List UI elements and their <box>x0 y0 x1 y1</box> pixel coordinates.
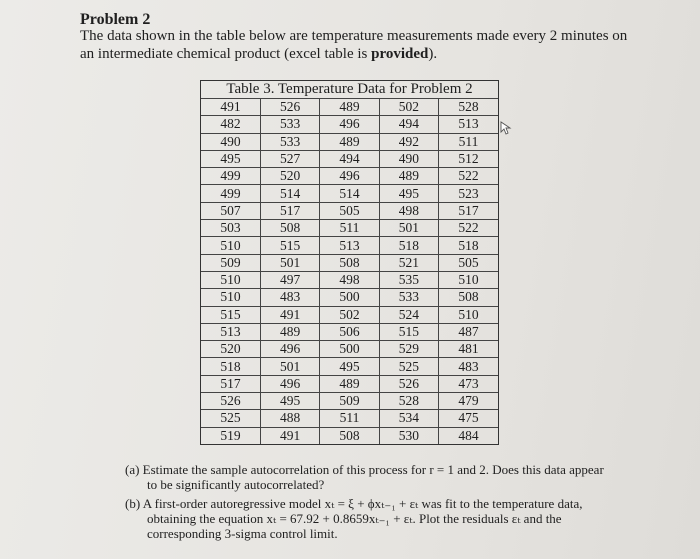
question-a: (a) Estimate the sample autocorrelation of this process for r = 1 and 2. Does this data appear to be significantly autocorrelated? <box>125 462 604 493</box>
table-cell: 502 <box>379 99 438 116</box>
table-cell: 534 <box>379 410 438 427</box>
table-cell: 514 <box>320 185 379 202</box>
intro-text: The data shown in the table below are temperature measurements made every 2 minutes on an intermediate chemical product (excel table is <box>80 28 628 62</box>
table-cell: 481 <box>439 341 498 358</box>
table-row <box>201 237 498 254</box>
table-row <box>201 116 498 133</box>
table-cell: 512 <box>439 150 498 167</box>
table-cell: 491 <box>260 427 319 444</box>
table-cell: 499 <box>201 168 260 185</box>
table-cell: 495 <box>320 358 379 375</box>
table-cell: 490 <box>201 133 260 150</box>
table-row <box>201 341 498 358</box>
table-row <box>201 168 498 185</box>
table-row <box>201 323 498 340</box>
table-cell: 495 <box>379 185 438 202</box>
problem-intro <box>80 27 640 63</box>
table-cell: 511 <box>320 220 379 237</box>
table-cell: 496 <box>260 375 319 392</box>
table-cell: 526 <box>379 375 438 392</box>
table-cell: 489 <box>320 99 379 116</box>
data-grid <box>201 98 498 444</box>
table-cell: 510 <box>201 289 260 306</box>
table-row <box>201 358 498 375</box>
table-cell: 513 <box>320 237 379 254</box>
table-cell: 510 <box>439 306 498 323</box>
table-cell: 528 <box>379 393 438 410</box>
table-cell: 513 <box>439 116 498 133</box>
table-cell: 488 <box>260 410 319 427</box>
table-cell: 489 <box>379 168 438 185</box>
table-cell: 523 <box>439 185 498 202</box>
table-cell: 517 <box>439 202 498 219</box>
table-row <box>201 150 498 167</box>
table-cell: 508 <box>439 289 498 306</box>
table-cell: 491 <box>260 306 319 323</box>
table-cell: 487 <box>439 323 498 340</box>
table-cell: 505 <box>320 202 379 219</box>
table-cell: 489 <box>260 323 319 340</box>
table-cell: 520 <box>201 341 260 358</box>
table-row <box>201 306 498 323</box>
table-cell: 511 <box>320 410 379 427</box>
table-cell: 515 <box>260 237 319 254</box>
table-cell: 503 <box>201 220 260 237</box>
table-cell: 525 <box>379 358 438 375</box>
table-cell: 505 <box>439 254 498 271</box>
table-cell: 522 <box>439 168 498 185</box>
table-cell: 513 <box>201 323 260 340</box>
table-caption: Table 3. Temperature Data for Problem 2 <box>226 81 473 97</box>
table-cell: 517 <box>201 375 260 392</box>
table-cell: 533 <box>260 133 319 150</box>
table-cell: 507 <box>201 202 260 219</box>
table-cell: 510 <box>201 237 260 254</box>
table-cell: 517 <box>260 202 319 219</box>
table-cell: 496 <box>320 116 379 133</box>
table-cell: 535 <box>379 271 438 288</box>
table-cell: 533 <box>379 289 438 306</box>
table-cell: 508 <box>320 427 379 444</box>
problem-title: Problem 2 <box>80 11 151 28</box>
temperature-table <box>200 80 499 445</box>
table-cell: 483 <box>439 358 498 375</box>
table-cell: 499 <box>201 185 260 202</box>
questions <box>125 462 605 541</box>
table-cell: 509 <box>201 254 260 271</box>
table-row <box>201 202 498 219</box>
table-cell: 501 <box>260 254 319 271</box>
table-row <box>201 220 498 237</box>
table-cell: 529 <box>379 341 438 358</box>
table-cell: 510 <box>201 271 260 288</box>
table-row <box>201 133 498 150</box>
table-cell: 475 <box>439 410 498 427</box>
table-cell: 506 <box>320 323 379 340</box>
table-cell: 522 <box>439 220 498 237</box>
table-cell: 494 <box>379 116 438 133</box>
table-cell: 514 <box>260 185 319 202</box>
table-row <box>201 427 498 444</box>
table-cell: 495 <box>201 150 260 167</box>
table-cell: 500 <box>320 289 379 306</box>
question-b: (b) A first-order autoregressive model xₜ = ξ + ϕxₜ₋₁ + εₜ was fit to the temperature data, obtaining the equation xₜ = 67.92 + 0.8659xₜ₋₁ + εₜ. Plot the residuals εₜ and the corresponding 3-sigma control limit. <box>125 495 583 542</box>
table-row <box>201 375 498 392</box>
table-cell: 491 <box>201 99 260 116</box>
table-cell: 515 <box>379 323 438 340</box>
table-cell: 496 <box>320 168 379 185</box>
table-cell: 530 <box>379 427 438 444</box>
table-cell: 501 <box>260 358 319 375</box>
table-row <box>201 254 498 271</box>
table-cell: 515 <box>201 306 260 323</box>
table-cell: 527 <box>260 150 319 167</box>
table-cell: 521 <box>379 254 438 271</box>
table-cell: 498 <box>320 271 379 288</box>
table-cell: 519 <box>201 427 260 444</box>
table-cell: 473 <box>439 375 498 392</box>
table-cell: 525 <box>201 410 260 427</box>
table-cell: 528 <box>439 99 498 116</box>
table-cell: 483 <box>260 289 319 306</box>
table-cell: 489 <box>320 375 379 392</box>
table-row <box>201 393 498 410</box>
table-cell: 509 <box>320 393 379 410</box>
table-cell: 482 <box>201 116 260 133</box>
table-cell: 526 <box>201 393 260 410</box>
table-cell: 492 <box>379 133 438 150</box>
intro-end: ). <box>428 46 438 62</box>
table-row <box>201 410 498 427</box>
table-cell: 518 <box>201 358 260 375</box>
table-cell: 490 <box>379 150 438 167</box>
table-cell: 489 <box>320 133 379 150</box>
table-cell: 520 <box>260 168 319 185</box>
table-cell: 518 <box>439 237 498 254</box>
table-cell: 494 <box>320 150 379 167</box>
table-cell: 508 <box>320 254 379 271</box>
table-cell: 500 <box>320 341 379 358</box>
table-cell: 518 <box>379 237 438 254</box>
table-cell: 502 <box>320 306 379 323</box>
mouse-cursor-icon <box>500 121 512 135</box>
table-cell: 498 <box>379 202 438 219</box>
table-cell: 533 <box>260 116 319 133</box>
table-cell: 497 <box>260 271 319 288</box>
table-row <box>201 289 498 306</box>
table-cell: 526 <box>260 99 319 116</box>
intro-bold: provided <box>371 46 429 62</box>
table-cell: 511 <box>439 133 498 150</box>
table-cell: 496 <box>260 341 319 358</box>
table-cell: 510 <box>439 271 498 288</box>
table-row <box>201 271 498 288</box>
table-cell: 479 <box>439 393 498 410</box>
table-cell: 495 <box>260 393 319 410</box>
table-row <box>201 185 498 202</box>
table-cell: 501 <box>379 220 438 237</box>
table-cell: 524 <box>379 306 438 323</box>
table-cell: 508 <box>260 220 319 237</box>
table-cell: 484 <box>439 427 498 444</box>
table-row <box>201 99 498 116</box>
